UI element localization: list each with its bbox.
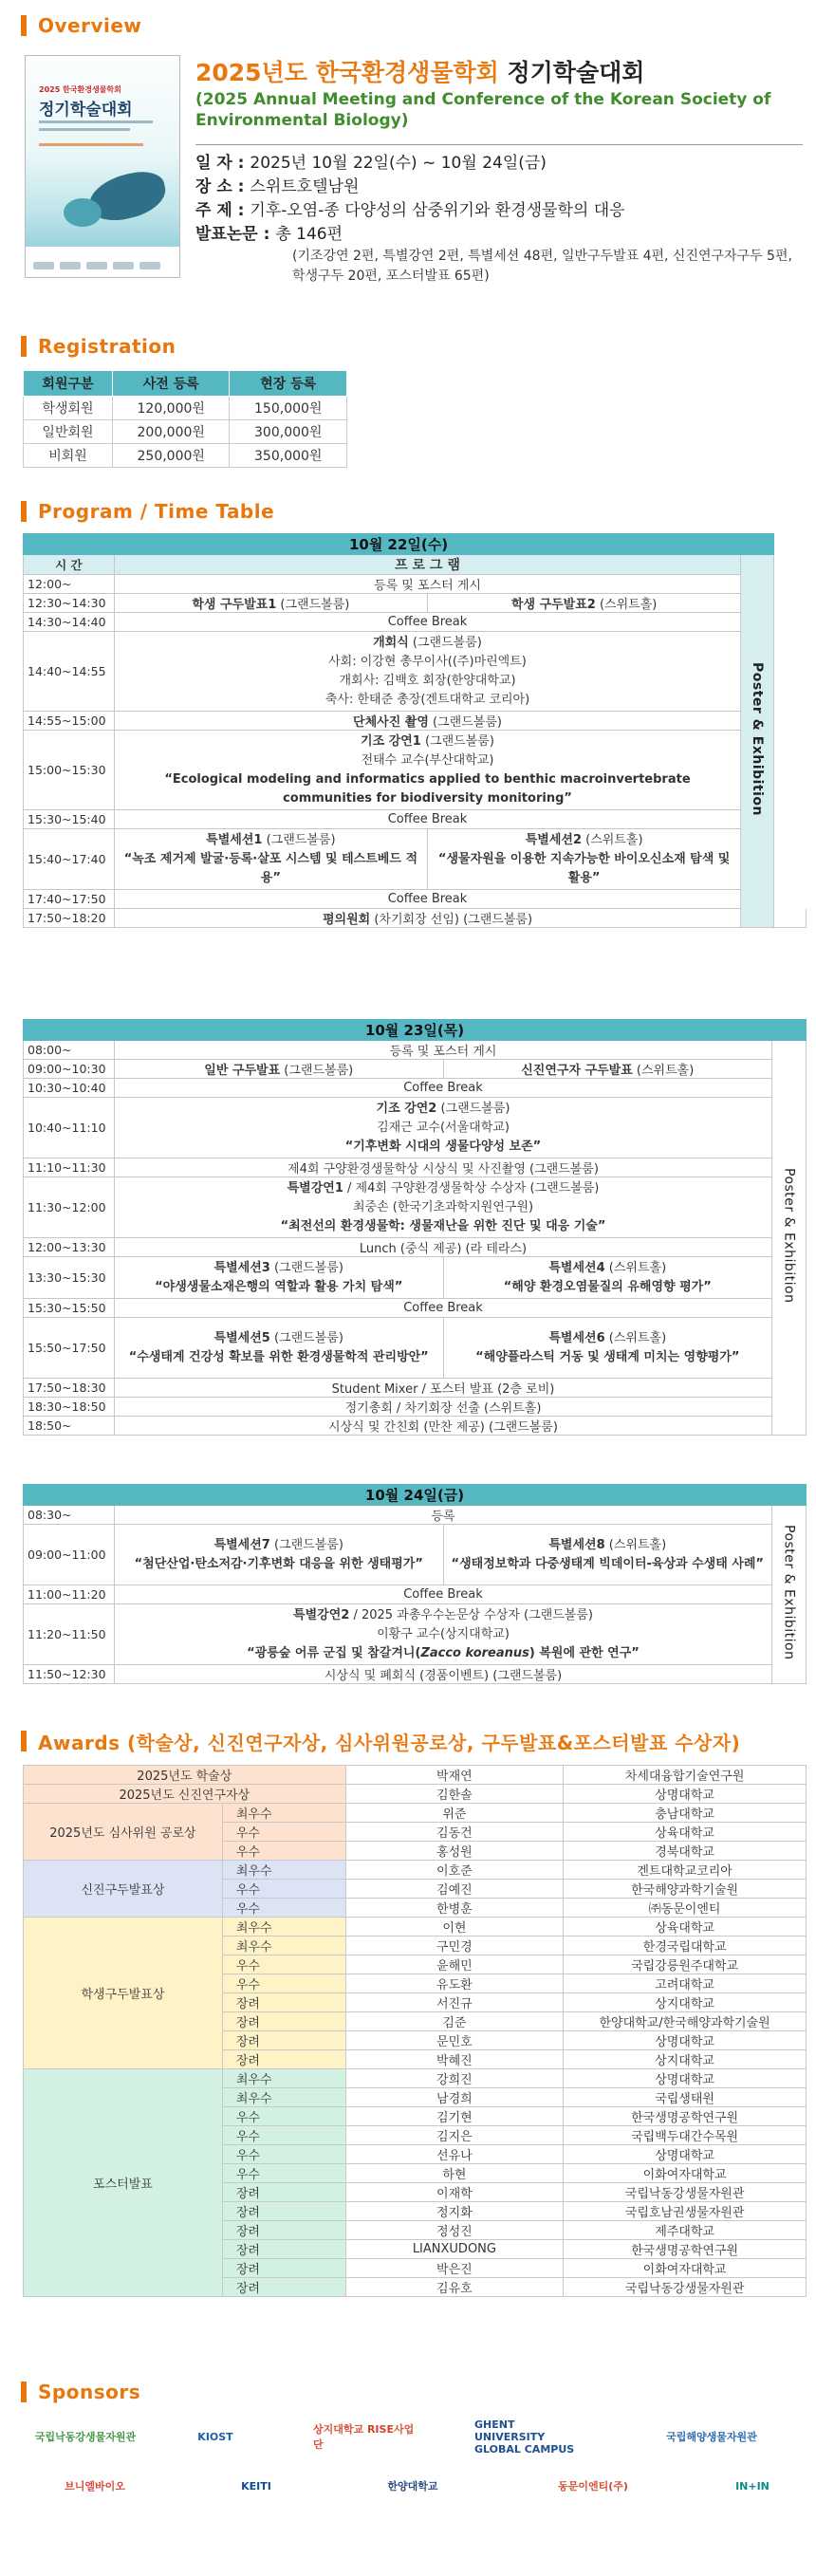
table-row: 학생구두발표상 최우수 이현 상육대학교 xyxy=(24,1918,807,1937)
place-value: 스위트호텔남원 xyxy=(250,177,360,196)
section-title: Registration xyxy=(38,335,176,358)
awards-section xyxy=(21,1729,799,1753)
table-row: 장려 이재학 국립낙동강생물자원관 xyxy=(24,2183,807,2202)
divider xyxy=(195,144,803,145)
poster-subtitle: 2025 한국환경생물학회 xyxy=(39,85,121,94)
overview-section xyxy=(21,13,799,38)
sponsor-logo: 상지대학교 RISE사업단 xyxy=(313,2423,415,2451)
table-row: 장려 김유호 국립낙동강생물자원관 xyxy=(24,2278,807,2297)
table-row: 우수 선유나 상명대학교 xyxy=(24,2145,807,2164)
conference-info: 일 자 : 2025년 10월 22일(수) ~ 10월 24일(금) 장 소 : 스위트호텔남원 주 제 : 기후-오염-종 다양성의 삼중위기와 환경생물학의 대응 발표논문 : 총 146편 (기조강연 2편, 특별강연 2편, 특별세션 48편, 일반구두발표 4편, 신진연구자구두 5편, 학생구두 20편, 포스터발표 65편) xyxy=(195,152,803,287)
fish-illustration xyxy=(64,198,102,227)
section-title: Program / Time Table xyxy=(38,500,275,523)
conference-poster-image xyxy=(25,55,180,278)
table-row: 장려 박혜진 상지대학교 xyxy=(24,2050,807,2069)
sponsor-logo: KIOST xyxy=(197,2430,233,2443)
program-section xyxy=(21,499,799,524)
table-row: 2025년도 신진연구자상 김한솔 상명대학교 xyxy=(24,1785,807,1804)
conference-title-en: (2025 Annual Meeting and Conference of the Korean Society of Environmental Biology) xyxy=(195,90,771,130)
table-row: 장려 LIANXUDONG 한국생명공학연구원 xyxy=(24,2240,807,2259)
table-row: 우수 김동건 상육대학교 xyxy=(24,1823,807,1842)
papers-note: (기조강연 2편, 특별강연 2편, 특별세션 48편, 일반구두발표 4편, 신진연구자구두 5편, 학생구두 20편, 포스터발표 65편) xyxy=(292,249,792,284)
day-title: 10월 23일(목) xyxy=(24,1020,807,1041)
table-row: 장려 정지화 국립호남권생물자원관 xyxy=(24,2202,807,2221)
sponsor-logo: 한양대학교 xyxy=(387,2480,438,2493)
date-value: 2025년 10월 22일(수) ~ 10월 24일(금) xyxy=(250,154,547,173)
sponsor-logo: KEITI xyxy=(241,2479,271,2493)
sponsor-logo: 동문이엔티(주) xyxy=(558,2480,628,2493)
day-title: 10월 24일(금) xyxy=(24,1485,807,1506)
day1-timetable: 10월 22일(수) 시 간 프 로 그 램 Poster & Exhibition 12:00~ 등록 및 포스터 게시 12:30~14:30 학생 구두발표1 (그랜드볼룸) 학생 구두발표2 (스위트홀) 14:30~14:40 Coffee Break 14:40~14:55 개회식 (그랜드볼룸) 사회: 이강현 총무이사((주)마린엑트) 개회사: 김백호 회장(한양대학교) 축사: 한태준 총장(겐트대학교 코리아) 14:55~15:00 단체사진 촬영 (그랜드볼룸) 15:00~15:30 기조 강연1 (그랜드볼룸) 전태수 교수(부산대학교) “Ecological modeling and informatics applied to benthic macroinvertebrate communities for biodiversity monitoring” 15:30~15:40 Coffee Break 15:40~17:40 특별세션1 (그랜드볼룸) “녹조 제거제 발굴·등록·살포 시스템 및 테스트베드 적용” 특별세션2 (스위트홀) “생물자원을 이용한 지속가능한 바이오신소재 탐색 및 활용” 17:40~17:50 Coffee Break 17:50~18:20 평의원회 (차기회장 선임) (그랜드볼룸) xyxy=(23,533,807,928)
day3-timetable: 10월 24일(금) 08:30~ 등록 Poster & Exhibition 09:00~11:00 특별세션7 (그랜드볼룸) “첨단산업·탄소저감·기후변화 대응을 위한 생태평가” 특별세션8 (스위트홀) “생태정보학과 다중생태계 빅데이터-육상과 수생태 사례” 11:00~11:20 Coffee Break 11:20~11:50 특별강연2 / 2025 과총우수논문상 수상자 (그랜드볼룸) 이황구 교수(상지대학교) “광릉숲 어류 군집 및 참갈겨니(Zacco koreanus) 복원에 관한 연구” 11:50~12:30 시상식 및 폐회식 (경품이벤트) (그랜드볼룸) xyxy=(23,1484,807,1684)
table-row: 2025년도 학술상 박재연 차세대융합기술연구원 xyxy=(24,1766,807,1785)
day2-timetable: 10월 23일(목) 08:00~ 등록 및 포스터 게시 Poster & Exhibition 09:00~10:30 일반 구두발표 (그랜드볼룸) 신진연구자 구두발표 (스위트홀) 10:30~10:40 Coffee Break 10:40~11:10 기조 강연2 (그랜드볼룸) 김재근 교수(서울대학교) “기후변화 시대의 생물다양성 보존” 11:10~11:30 제4회 구양환경생물학상 시상식 및 사진촬영 (그랜드볼룸) 11:30~12:00 특별강연1 / 제4회 구양환경생물학상 수상자 (그랜드볼룸) 최중손 (한국기초과학지원연구원) “최전선의 환경생물학: 생물재난을 위한 진단 및 대응 기술” 12:00~13:30 Lunch (중식 제공) (라 테라스) 13:30~15:30 특별세션3 (그랜드볼룸) “야생생물소재은행의 역할과 활용 가치 탐색” 특별세션4 (스위트홀) “해양 환경오염물질의 유해영향 평가” 15:30~15:50 Coffee Break 15:50~17:50 특별세션5 (그랜드볼룸) “수생태계 건강성 확보를 위한 환경생물학적 관리방안” 특별세션6 (스위트홀) “해양플라스틱 거동 및 생태계 미치는 영향평가” 17:50~18:30 Student Mixer / 포스터 발표 (2층 로비) 18:30~18:50 정기총회 / 차기회장 선출 (스위트홀) 18:50~ 시상식 및 간친회 (만찬 제공) (그랜드볼룸) xyxy=(23,1019,807,1436)
award-category: 학생구두발표상 xyxy=(24,1918,223,2069)
day-title: 10월 22일(수) xyxy=(24,534,774,555)
award-category: 신진구두발표상 xyxy=(24,1861,223,1918)
table-row: 최우수 구민경 한경국립대학교 xyxy=(24,1937,807,1955)
registration-section xyxy=(21,334,799,359)
table-row: 비회원 250,000원 350,000원 xyxy=(24,444,347,468)
side-label: Poster & Exhibition xyxy=(750,661,766,817)
table-row: 우수 김기현 한국생명공학연구원 xyxy=(24,2107,807,2126)
table-row: 장려 서진규 상지대학교 xyxy=(24,1993,807,2012)
table-row: 포스터발표 최우수 강희진 상명대학교 xyxy=(24,2069,807,2088)
section-title: Sponsors xyxy=(38,2381,141,2403)
table-row: 장려 박은진 이화여자대학교 xyxy=(24,2259,807,2278)
section-marker xyxy=(21,15,27,36)
papers-value: 총 146편 xyxy=(275,225,343,244)
side-label: Poster & Exhibition xyxy=(781,1168,797,1304)
award-category: 포스터발표 xyxy=(24,2069,223,2297)
awards-table xyxy=(23,1765,807,2297)
table-row: 우수 김예진 한국해양과학기술원 xyxy=(24,1880,807,1899)
table-row: 우수 하현 이화여자대학교 xyxy=(24,2164,807,2183)
poster-title: 정기학술대회 xyxy=(39,101,133,120)
award-category: 2025년도 심사위원 공로상 xyxy=(24,1804,223,1861)
registration-table: 회원구분 사전 등록 현장 등록 학생회원 120,000원 150,000원 일반회원 200,000원 300,000원 비회원 250,000원 350,000원 xyxy=(23,370,347,468)
table-row: 최우수 남경희 국립생태원 xyxy=(24,2088,807,2107)
table-row: 우수 윤해민 국립강릉원주대학교 xyxy=(24,1955,807,1974)
table-row: 일반회원 200,000원 300,000원 xyxy=(24,420,347,444)
table-row: 학생회원 120,000원 150,000원 xyxy=(24,397,347,420)
table-row: 장려 김준 한양대학교/한국해양과학기술원 xyxy=(24,2012,807,2031)
theme-value: 기후-오염-종 다양성의 삼중위기와 환경생물학의 대응 xyxy=(250,201,625,220)
sponsors-section xyxy=(21,2380,799,2404)
table-row: 우수 홍성원 경북대학교 xyxy=(24,1842,807,1861)
sponsor-logo: 브니엘바이오 xyxy=(65,2480,125,2493)
sponsor-logo: 국립해양생물자원관 xyxy=(666,2431,757,2443)
table-row: 신진구두발표상 최우수 이호준 겐트대학교코리아 xyxy=(24,1861,807,1880)
sponsor-logo: IN+IN xyxy=(735,2479,770,2493)
table-row: 장려 정성진 제주대학교 xyxy=(24,2221,807,2240)
section-title: Awards (학술상, 신진연구자상, 심사위원공로상, 구두발표&포스터발표 수상자) xyxy=(38,1731,741,1754)
table-row: 우수 김지은 국립백두대간수목원 xyxy=(24,2126,807,2145)
table-row: 우수 유도환 고려대학교 xyxy=(24,1974,807,1993)
table-row: 장려 문민호 상명대학교 xyxy=(24,2031,807,2050)
table-row: 우수 한병훈 ㈜동문이엔티 xyxy=(24,1899,807,1918)
sponsor-logo: 국립낙동강생물자원관 xyxy=(34,2431,137,2443)
sponsor-logo: GHENT UNIVERSITY GLOBAL CAMPUS xyxy=(474,2418,575,2456)
section-title: Overview xyxy=(38,14,142,37)
side-label: Poster & Exhibition xyxy=(781,1525,797,1660)
table-row: 2025년도 심사위원 공로상 최우수 위준 충남대학교 xyxy=(24,1804,807,1823)
conference-title: 2025년도 한국환경생물학회 정기학술대회 (2025 Annual Meeting and Conference of the Korean Society of Environmental Biology) xyxy=(195,59,803,131)
